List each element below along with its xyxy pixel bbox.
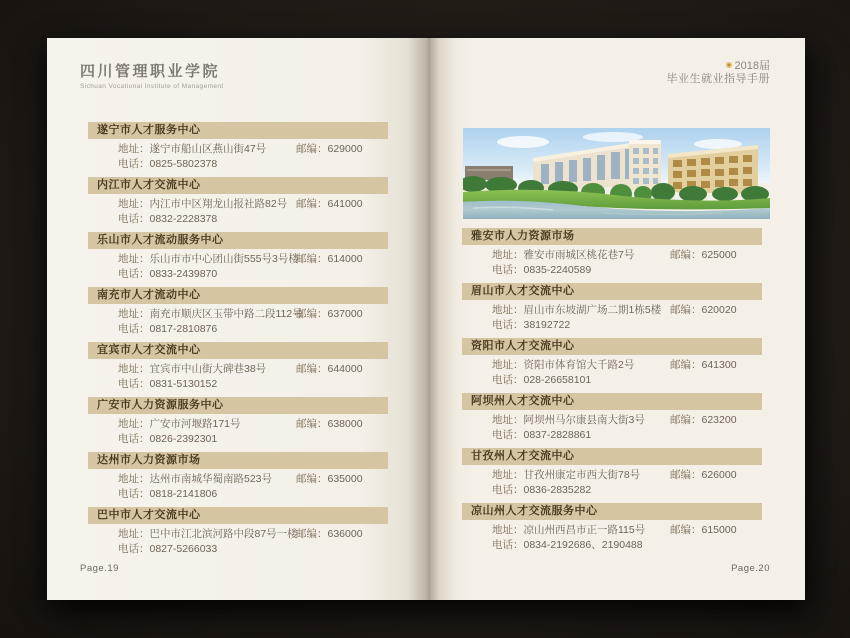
postcode-group bbox=[296, 527, 363, 542]
entry-title: 雅安市人力资源市场 bbox=[471, 230, 575, 242]
address-value: 内江市中区翔龙山报社路82号 bbox=[149, 198, 288, 210]
address-label: 地址： bbox=[118, 143, 150, 155]
phone-line bbox=[118, 377, 388, 392]
postcode-label: 邮编： bbox=[296, 253, 328, 265]
phone-label: 电话： bbox=[492, 484, 524, 496]
entry-title-bar bbox=[88, 177, 388, 194]
address-value: 乐山市市中心团山街555号3号楼 bbox=[149, 253, 299, 265]
entry-title-bar bbox=[88, 452, 388, 469]
phone-line bbox=[118, 212, 388, 227]
address-value: 眉山市东坡湖广场二期1栋5楼 bbox=[523, 304, 662, 316]
phone-label: 电话： bbox=[118, 488, 150, 500]
address-label: 地址： bbox=[118, 308, 150, 320]
address-label: 地址： bbox=[492, 304, 524, 316]
postcode-group bbox=[296, 417, 363, 432]
center-entry bbox=[88, 507, 388, 557]
address-value: 甘孜州康定市西大街78号 bbox=[523, 469, 641, 481]
postcode-label: 邮编： bbox=[296, 363, 328, 375]
entry-lines bbox=[88, 249, 388, 282]
postcode-group bbox=[670, 523, 737, 538]
phone-line bbox=[118, 157, 388, 172]
page-number-left: Page.19 bbox=[80, 563, 119, 574]
entry-lines bbox=[88, 194, 388, 227]
entry-lines bbox=[462, 410, 762, 443]
entry-title-bar bbox=[88, 232, 388, 249]
phone-line bbox=[118, 487, 388, 502]
center-entry bbox=[462, 448, 762, 498]
postcode-label: 邮编： bbox=[670, 359, 702, 371]
phone-line bbox=[118, 267, 388, 282]
address-line bbox=[118, 307, 388, 322]
entry-title: 甘孜州人才交流中心 bbox=[471, 450, 575, 462]
address-label: 地址： bbox=[492, 249, 524, 261]
postcode-group bbox=[670, 303, 737, 318]
address-line bbox=[492, 303, 762, 318]
entry-title-bar bbox=[88, 397, 388, 414]
address-line bbox=[492, 468, 762, 483]
entry-title: 资阳市人才交流中心 bbox=[471, 340, 575, 352]
postcode-value: 620020 bbox=[701, 304, 737, 316]
phone-line bbox=[118, 542, 388, 557]
phone-line bbox=[492, 428, 762, 443]
entry-title: 南充市人才流动中心 bbox=[97, 289, 201, 301]
address-line bbox=[118, 362, 388, 377]
phone-label: 电话： bbox=[492, 374, 524, 386]
postcode-group bbox=[296, 197, 363, 212]
postcode-group bbox=[670, 248, 737, 263]
phone-label: 电话： bbox=[118, 213, 150, 225]
entry-title-bar bbox=[88, 122, 388, 139]
phone-label: 电话： bbox=[118, 433, 150, 445]
entry-lines bbox=[88, 414, 388, 447]
postcode-value: 637000 bbox=[327, 308, 363, 320]
entry-title-bar bbox=[462, 338, 762, 355]
phone-label: 电话： bbox=[118, 158, 150, 170]
phone-line bbox=[492, 318, 762, 333]
address-label: 地址： bbox=[492, 414, 524, 426]
center-entry bbox=[88, 452, 388, 502]
postcode-group bbox=[670, 468, 737, 483]
entry-title: 阿坝州人才交流中心 bbox=[471, 395, 575, 407]
address-value: 达州市南城华蜀南路523号 bbox=[149, 473, 273, 485]
entry-title: 内江市人才交流中心 bbox=[97, 179, 201, 191]
postcode-label: 邮编： bbox=[296, 308, 328, 320]
postcode-group bbox=[670, 413, 737, 428]
address-line bbox=[118, 197, 388, 212]
entry-lines bbox=[462, 520, 762, 553]
phone-label: 电话： bbox=[118, 378, 150, 390]
phone-label: 电话： bbox=[118, 543, 150, 555]
entry-title-bar bbox=[88, 287, 388, 304]
address-line bbox=[118, 252, 388, 267]
entry-title: 达州市人力资源市场 bbox=[97, 454, 201, 466]
phone-label: 电话： bbox=[492, 319, 524, 331]
address-label: 地址： bbox=[118, 473, 150, 485]
postcode-value: 615000 bbox=[701, 524, 737, 536]
phone-line bbox=[492, 263, 762, 278]
phone-value: 028-26658101 bbox=[523, 374, 592, 386]
address-line bbox=[118, 417, 388, 432]
entry-title: 宜宾市人才交流中心 bbox=[97, 344, 201, 356]
phone-value: 0827-5266033 bbox=[149, 543, 218, 555]
phone-label: 电话： bbox=[118, 323, 150, 335]
address-label: 地址： bbox=[118, 198, 150, 210]
postcode-label: 邮编： bbox=[296, 418, 328, 430]
entry-title: 凉山州人才交流服务中心 bbox=[471, 505, 598, 517]
phone-label: 电话： bbox=[492, 264, 524, 276]
phone-value: 0833-2439870 bbox=[149, 268, 218, 280]
address-label: 地址： bbox=[118, 363, 150, 375]
page-number-right: Page.20 bbox=[731, 563, 770, 574]
entry-lines bbox=[88, 469, 388, 502]
phone-value: 38192722 bbox=[523, 319, 571, 331]
postcode-label: 邮编： bbox=[670, 304, 702, 316]
phone-value: 0817-2810876 bbox=[149, 323, 218, 335]
entry-lines bbox=[462, 355, 762, 388]
entry-lines bbox=[88, 359, 388, 392]
postcode-value: 625000 bbox=[701, 249, 737, 261]
postcode-label: 邮编： bbox=[296, 198, 328, 210]
phone-value: 0835-2240589 bbox=[523, 264, 592, 276]
address-label: 地址： bbox=[492, 359, 524, 371]
phone-label: 电话： bbox=[118, 268, 150, 280]
address-line bbox=[118, 527, 388, 542]
address-line bbox=[492, 413, 762, 428]
entry-title: 眉山市人才交流中心 bbox=[471, 285, 575, 297]
address-value: 宜宾市中山街大碑巷38号 bbox=[149, 363, 267, 375]
entry-title-bar bbox=[88, 342, 388, 359]
entry-title-bar bbox=[462, 283, 762, 300]
address-value: 阿坝州马尔康县南大街3号 bbox=[523, 414, 645, 426]
address-value: 资阳市体育馆大千路2号 bbox=[523, 359, 635, 371]
school-logo bbox=[80, 60, 224, 90]
center-entry bbox=[462, 503, 762, 553]
center-list-left bbox=[88, 122, 388, 562]
postcode-label: 邮编： bbox=[670, 469, 702, 481]
postcode-group bbox=[296, 252, 363, 267]
postcode-value: 641300 bbox=[701, 359, 737, 371]
postcode-group bbox=[296, 362, 363, 377]
address-line bbox=[492, 248, 762, 263]
handbook-spread bbox=[47, 38, 805, 600]
postcode-value: 629000 bbox=[327, 143, 363, 155]
phone-label: 电话： bbox=[492, 539, 524, 551]
address-value: 南充市顺庆区玉带中路二段112号 bbox=[149, 308, 303, 320]
entry-lines bbox=[462, 300, 762, 333]
address-line bbox=[118, 472, 388, 487]
entry-lines bbox=[462, 245, 762, 278]
center-entry bbox=[462, 338, 762, 388]
handbook-title: 毕业生就业指导手册 bbox=[666, 73, 770, 85]
phone-line bbox=[118, 432, 388, 447]
center-entry bbox=[88, 122, 388, 172]
postcode-group bbox=[296, 472, 363, 487]
postcode-value: 644000 bbox=[327, 363, 363, 375]
address-value: 遂宁市船山区燕山街47号 bbox=[149, 143, 267, 155]
edition-year: 2018届 bbox=[734, 60, 770, 72]
entry-title-bar bbox=[462, 503, 762, 520]
center-entry bbox=[462, 393, 762, 443]
entry-title: 巴中市人才交流中心 bbox=[97, 509, 201, 521]
address-label: 地址： bbox=[118, 528, 150, 540]
campus-photo-art bbox=[463, 128, 770, 219]
edition-line bbox=[667, 60, 771, 73]
postcode-value: 638000 bbox=[327, 418, 363, 430]
entry-lines bbox=[462, 465, 762, 498]
phone-line bbox=[492, 538, 762, 553]
postcode-group bbox=[670, 358, 737, 373]
address-label: 地址： bbox=[492, 524, 524, 536]
postcode-value: 641000 bbox=[327, 198, 363, 210]
campus-photo bbox=[463, 128, 770, 219]
center-entry bbox=[88, 232, 388, 282]
postcode-group bbox=[296, 307, 363, 322]
center-entry bbox=[88, 287, 388, 337]
phone-label: 电话： bbox=[492, 429, 524, 441]
entry-lines bbox=[88, 304, 388, 337]
center-entry bbox=[88, 397, 388, 447]
phone-line bbox=[118, 322, 388, 337]
entry-title-bar bbox=[462, 448, 762, 465]
school-name-english: Sichuan Vocational Institute of Management bbox=[80, 83, 224, 90]
postcode-label: 邮编： bbox=[670, 414, 702, 426]
page-19 bbox=[47, 38, 430, 600]
page-20 bbox=[430, 38, 805, 600]
address-value: 广安市河堰路171号 bbox=[149, 418, 241, 430]
school-name: 四川管理职业学院 bbox=[80, 63, 221, 80]
entry-title-bar bbox=[88, 507, 388, 524]
address-label: 地址： bbox=[492, 469, 524, 481]
postcode-label: 邮编： bbox=[670, 249, 702, 261]
address-line bbox=[492, 523, 762, 538]
phone-value: 0825-5802378 bbox=[149, 158, 218, 170]
center-entry bbox=[462, 283, 762, 333]
phone-value: 0818-2141806 bbox=[149, 488, 218, 500]
address-line bbox=[492, 358, 762, 373]
phone-value: 0836-2835282 bbox=[523, 484, 592, 496]
center-entry bbox=[462, 228, 762, 278]
postcode-value: 636000 bbox=[327, 528, 363, 540]
address-value: 巴中市江北滨河路中段87号一楼 bbox=[149, 528, 298, 540]
postcode-label: 邮编： bbox=[296, 528, 328, 540]
entry-title: 广安市人力资源服务中心 bbox=[97, 399, 224, 411]
center-list-right bbox=[462, 228, 762, 558]
phone-value: 0826-2392301 bbox=[149, 433, 218, 445]
postcode-value: 626000 bbox=[701, 469, 737, 481]
center-entry bbox=[88, 177, 388, 227]
address-label: 地址： bbox=[118, 418, 150, 430]
entry-title-bar bbox=[462, 228, 762, 245]
entry-lines bbox=[88, 524, 388, 557]
postcode-value: 614000 bbox=[327, 253, 363, 265]
address-line bbox=[118, 142, 388, 157]
entry-title: 遂宁市人才服务中心 bbox=[97, 124, 201, 136]
phone-value: 0831-5130152 bbox=[149, 378, 218, 390]
phone-value: 0837-2828861 bbox=[523, 429, 592, 441]
postcode-label: 邮编： bbox=[670, 524, 702, 536]
handbook-header bbox=[667, 60, 771, 86]
center-entry bbox=[88, 342, 388, 392]
postcode-value: 635000 bbox=[327, 473, 363, 485]
address-value: 凉山州西昌市正一路115号 bbox=[523, 524, 646, 536]
postcode-group bbox=[296, 142, 363, 157]
entry-title: 乐山市人才流动服务中心 bbox=[97, 234, 224, 246]
phone-line bbox=[492, 483, 762, 498]
postcode-label: 邮编： bbox=[296, 473, 328, 485]
phone-value: 0832-2228378 bbox=[149, 213, 218, 225]
postcode-label: 邮编： bbox=[296, 143, 328, 155]
address-value: 雅安市雨城区桃花巷7号 bbox=[523, 249, 635, 261]
entry-title-bar bbox=[462, 393, 762, 410]
phone-line bbox=[492, 373, 762, 388]
entry-lines bbox=[88, 139, 388, 172]
address-label: 地址： bbox=[118, 253, 150, 265]
phone-value: 0834-2192686、2190488 bbox=[523, 539, 643, 551]
postcode-value: 623200 bbox=[701, 414, 737, 426]
gold-dot-icon bbox=[726, 62, 732, 68]
